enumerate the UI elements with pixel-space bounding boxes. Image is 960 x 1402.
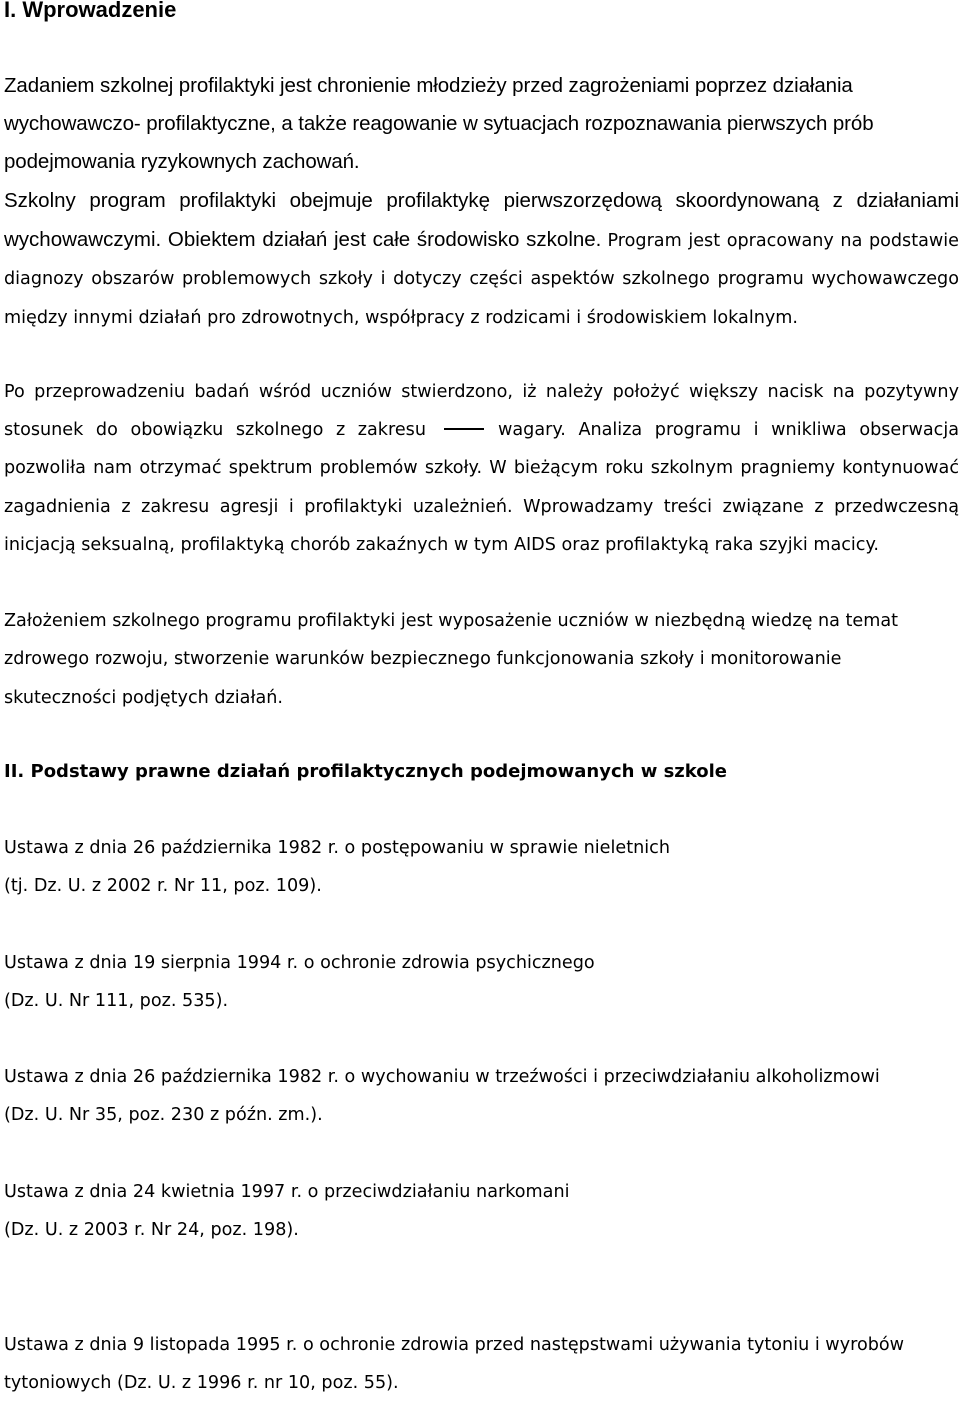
law-citation: (Dz. U. z 2003 r. Nr 24, poz. 198). xyxy=(4,1212,959,1250)
law-citation: (Dz. U. Nr 35, poz. 230 z późn. zm.). xyxy=(4,1097,959,1135)
law-entry xyxy=(4,1327,959,1402)
law-title: Ustawa z dnia 9 listopada 1995 r. o ochronie zdrowia przed następstwami używania tytoniu i wyrobów xyxy=(4,1327,959,1365)
intro-line: Zadaniem szkolnej profilaktyki jest chronienie młodzieży przed zagrożeniami poprzez działania xyxy=(4,67,884,105)
law-citation: (Dz. U. Nr 111, poz. 535). xyxy=(4,983,959,1021)
law-entry xyxy=(4,830,959,905)
program-diagnosis-text: Program jest opracowany na podstawie diagnozy obszarów problemowych szkoły i dotyczy części aspektów szkolnego programu wychowawczego między innymi działań pro zdrowotnych, współpracy z rodzicami i środowiskiem lokalnym. xyxy=(4,231,959,327)
law-citation: tytoniowych (Dz. U. z 1996 r. nr 10, poz. 55). xyxy=(4,1365,959,1402)
intro-line: wychowawczo- profilaktyczne, a także reagowanie w sytuacjach rozpoznawania pierwszych prób xyxy=(4,105,884,143)
research-findings-text: Po przeprowadzeniu badań wśród uczniów stwierdzono, iż należy położyć większy nacisk na pozytywny stosunek do obowiązku szkolnego z zakresu xyxy=(4,382,959,440)
law-title: Ustawa z dnia 24 kwietnia 1997 r. o przeciwdziałaniu narkomani xyxy=(4,1174,959,1212)
intro-line: podejmowania ryzykownych zachowań. xyxy=(4,143,884,181)
law-entry xyxy=(4,1059,959,1134)
law-title: Ustawa z dnia 19 sierpnia 1994 r. o ochronie zdrowia psychicznego xyxy=(4,945,959,983)
section-heading-introduction: I. Wprowadzenie xyxy=(4,0,176,24)
intro-paragraph xyxy=(4,67,884,181)
program-goal-paragraph xyxy=(4,602,959,717)
law-entry xyxy=(4,1174,959,1249)
research-findings-continuation: wagary. Analiza programu i wnikliwa obserwacja pozwoliła nam otrzymać spektrum problemów szkoły. W bieżącym roku szkolnym pragniemy kontynuować zagadnienia z zakresu agresji i profilaktyki uzależnień. Wprowadzamy treści związane z przedwczesną inicjacją seksualną, profilaktyką chorób zakaźnych w tym AIDS oraz profilaktyką raka szyjki macicy. xyxy=(4,420,959,555)
law-citation: (tj. Dz. U. z 2002 r. Nr 11, poz. 109). xyxy=(4,868,959,906)
research-findings-paragraph xyxy=(4,373,959,564)
law-title: Ustawa z dnia 26 października 1982 r. o postępowaniu w sprawie nieletnich xyxy=(4,830,959,868)
program-scope-paragraph xyxy=(4,182,959,337)
law-entry xyxy=(4,945,959,1020)
law-title: Ustawa z dnia 26 października 1982 r. o wychowaniu w trzeźwości i przeciwdziałaniu alkoholizmowi xyxy=(4,1059,959,1097)
program-goal-line: skuteczności podjętych działań. xyxy=(4,679,959,717)
section-heading-legal-basis: II. Podstawy prawne działań profilaktycznych podejmowanych w szkole xyxy=(4,755,727,789)
program-goal-line: Założeniem szkolnego programu profilaktyki jest wyposażenie uczniów w niezbędną wiedzę na temat xyxy=(4,602,959,640)
program-goal-line: zdrowego rozwoju, stworzenie warunków bezpiecznego funkcjonowania szkoły i monitorowanie xyxy=(4,640,959,678)
program-scope-text: Szkolny program profilaktyki obejmuje profilaktykę pierwszorzędową skoordynowaną z działaniami wychowawczymi. Obiektem działań jest całe środowisko szkolne. xyxy=(4,189,959,251)
dash-separator xyxy=(444,428,484,430)
